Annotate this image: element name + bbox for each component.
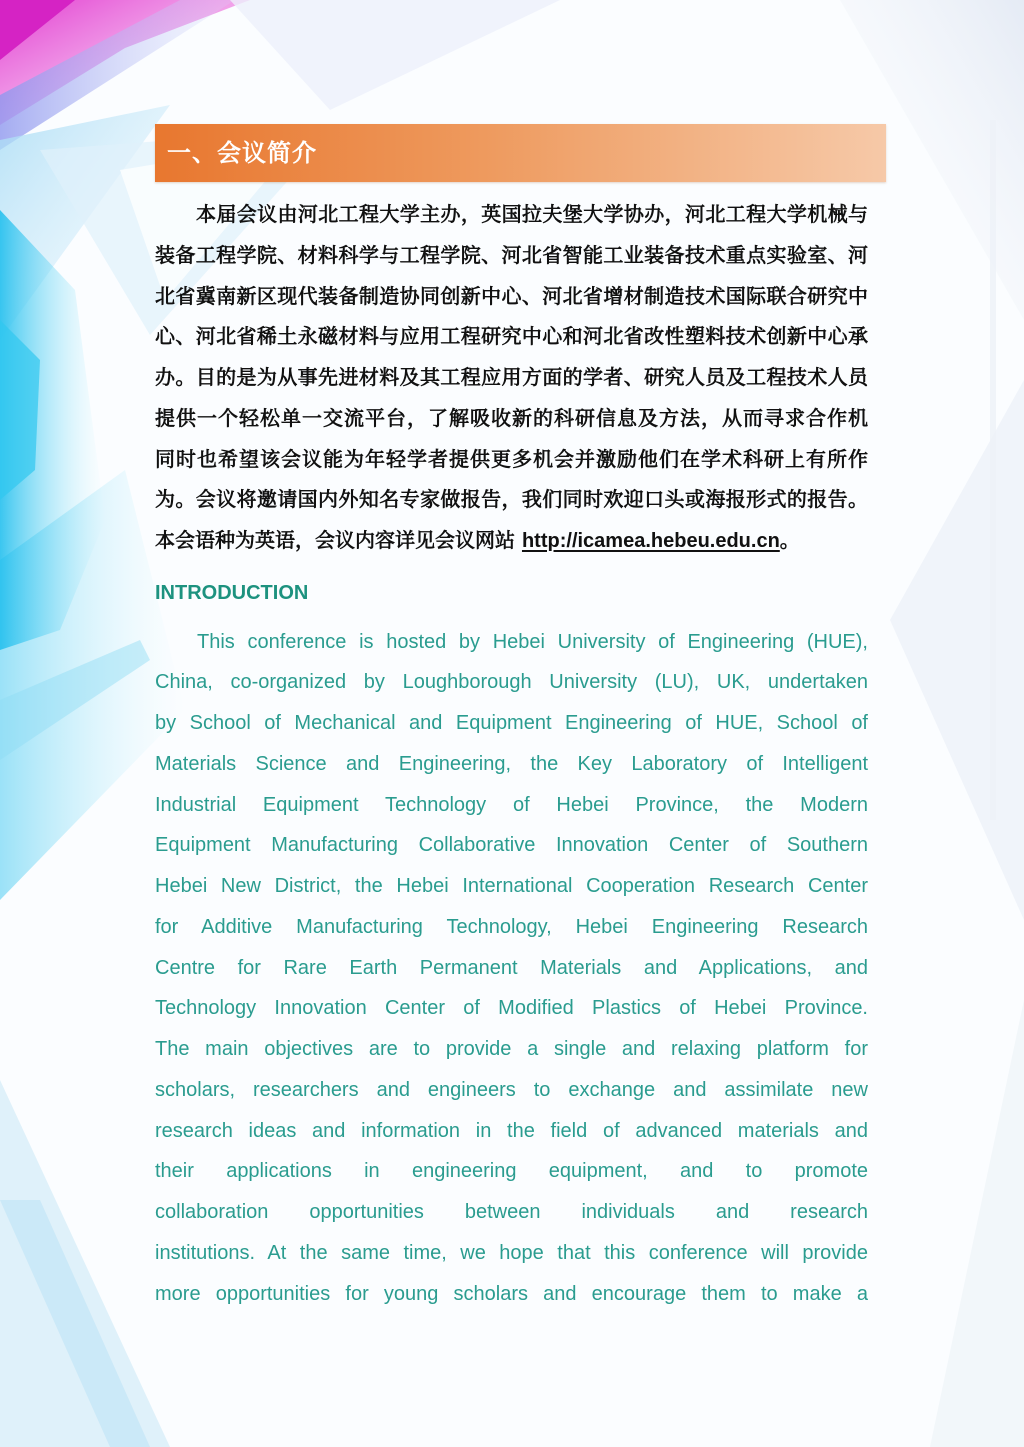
introduction-heading: INTRODUCTION — [155, 582, 309, 604]
english-paragraph-line: China, co-organized by Loughborough University (LU), UK, undertaken — [155, 671, 868, 694]
chinese-paragraph-line: 装备工程学院、材料科学与工程学院、河北省智能工业装备技术重点实验室、河 — [155, 242, 868, 267]
decor-bottom-wedge — [0, 1080, 170, 1447]
section-title: 一、会议简介 — [167, 139, 317, 167]
chinese-paragraph-line: 本届会议由河北工程大学主办，英国拉夫堡大学协办，河北工程大学机械与 — [196, 202, 868, 226]
english-paragraph-line: more opportunities for young scholars and encourage them to make a — [155, 1282, 868, 1305]
section-header-bar — [155, 124, 886, 182]
english-paragraph-line: The main objectives are to provide a single and relaxing platform for — [155, 1038, 868, 1061]
chinese-paragraph-line: 北省冀南新区现代装备制造协同创新中心、河北省增材制造技术国际联合研究中 — [155, 283, 868, 308]
english-paragraph-line: research ideas and information in the field of advanced materials and — [155, 1119, 868, 1142]
decor-right-stripe — [990, 120, 996, 820]
conference-website-link[interactable]: http://icamea.hebeu.edu.cn — [521, 530, 780, 552]
english-paragraph-line: Equipment Manufacturing Collaborative Innovation Center of Southern — [155, 834, 868, 857]
chinese-intro-paragraph — [155, 194, 868, 561]
chinese-paragraph-line: 提供一个轻松单一交流平台，了解吸收新的科研信息及方法，从而寻求合作机 — [155, 405, 868, 430]
english-paragraph-line: This conference is hosted by Hebei University of Engineering (HUE), — [197, 630, 868, 653]
chinese-paragraph-line: 心、河北省稀土永磁材料与应用工程研究中心和河北省改性塑料技术创新中心承 — [155, 324, 868, 349]
english-paragraph-line: by School of Mechanical and Equipment Engineering of HUE, School of — [155, 712, 868, 735]
sentence-end-punctuation: 。 — [779, 528, 800, 552]
decor-right-mid — [890, 380, 1024, 920]
english-paragraph-line: Technology Innovation Center of Modified Plastics of Hebei Province. — [155, 997, 868, 1020]
english-paragraph-line: scholars, researchers and engineers to exchange and assimilate new — [155, 1078, 868, 1101]
english-paragraph-line: Hebei New District, the Hebei International Cooperation Research Center — [155, 875, 868, 898]
chinese-paragraph-line: 同时也希望该会议能为年轻学者提供更多机会并激励他们在学术科研上有所作 — [155, 446, 868, 471]
chinese-paragraph-line: 为。会议将邀请国内外知名专家做报告，我们同时欢迎口头或海报形式的报告。 — [155, 487, 868, 512]
english-paragraph-line: institutions. At the same time, we hope that this conference will provide — [155, 1241, 868, 1264]
english-paragraph-line: Industrial Equipment Technology of Hebei Province, the Modern — [155, 793, 868, 816]
decor-top-haze — [230, 0, 560, 110]
chinese-paragraph-line: 办。目的是为从事先进材料及其工程应用方面的学者、研究人员及工程技术人员 — [155, 365, 868, 389]
chinese-paragraph-last-line — [155, 520, 868, 561]
website-sentence: 本会语种为英语，会议内容详见会议网站 — [155, 528, 522, 552]
english-paragraph-line: Materials Science and Engineering, the Key Laboratory of Intelligent — [155, 752, 868, 775]
english-paragraph-line: collaboration opportunities between individuals and research — [155, 1201, 868, 1224]
english-paragraph-line: Centre for Rare Earth Permanent Materials and Applications, and — [155, 956, 868, 979]
english-intro-paragraph — [155, 622, 868, 1315]
english-paragraph-line: their applications in engineering equipment, and to promote — [155, 1160, 868, 1183]
decor-right-low — [930, 1000, 1024, 1447]
english-paragraph-line: for Additive Manufacturing Technology, Hebei Engineering Research — [155, 915, 868, 938]
